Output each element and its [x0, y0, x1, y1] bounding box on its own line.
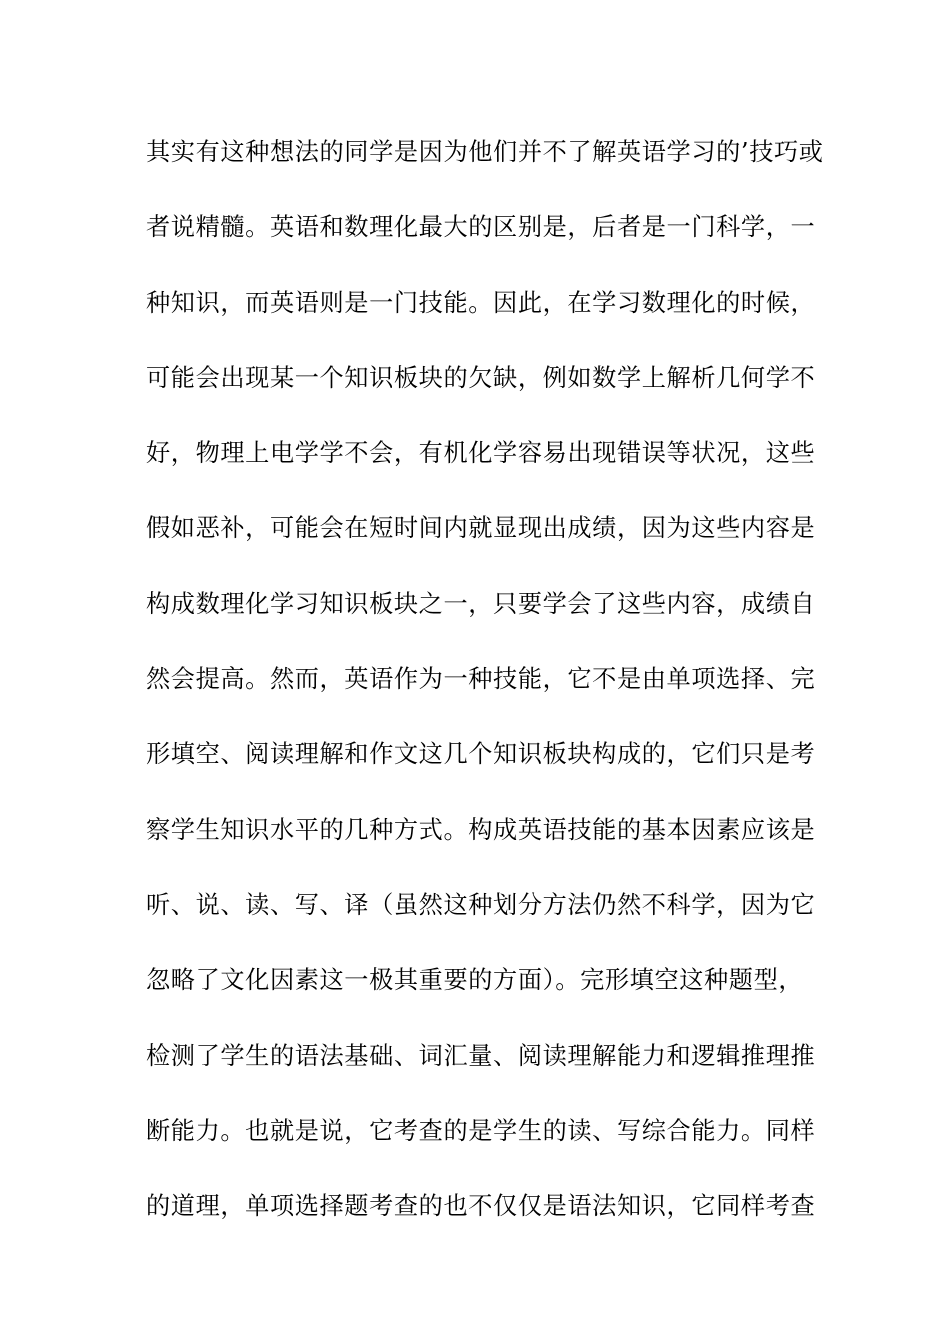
text-line-11: 听、说、读、写、译（虽然这种划分方法仍然不科学，因为它: [146, 890, 816, 919]
text-line-9: 形填空、阅读理解和作文这几个知识板块构成的，它们只是考: [146, 740, 816, 769]
text-line-4: 可能会出现某一个知识板块的欠缺，例如数学上解析几何学不: [146, 363, 816, 392]
text-line-12: 忽略了文化因素这一极其重要的方面）。完形填空这种题型，: [146, 966, 804, 995]
text-line-7: 构成数理化学习知识板块之一，只要学会了这些内容，成绩自: [146, 589, 816, 618]
text-line-6: 假如恶补，可能会在短时间内就显现出成绩，因为这些内容是: [146, 514, 816, 543]
text-line-1: 其实有这种想法的同学是因为他们并不了解英语学习的’技巧或: [146, 138, 824, 166]
text-line-15: 的道理，单项选择题考查的也不仅仅是语法知识，它同样考查: [146, 1192, 816, 1221]
text-line-13: 检测了学生的语法基础、词汇量、阅读理解能力和逻辑推理推: [146, 1041, 816, 1070]
text-line-8: 然会提高。然而，英语作为一种技能，它不是由单项选择、完: [146, 665, 816, 694]
text-line-5: 好，物理上电学学不会，有机化学容易出现错误等状况，这些: [146, 439, 816, 468]
paragraph: [146, 132, 824, 1261]
text-line-2: 者说精髓。英语和数理化最大的区别是，后者是一门科学，一: [146, 213, 816, 242]
text-line-10: 察学生知识水平的几种方式。构成英语技能的基本因素应该是: [146, 815, 816, 844]
text-line-3: 种知识，而英语则是一门技能。因此，在学习数理化的时候，: [146, 288, 816, 317]
text-line-14: 断能力。也就是说，它考查的是学生的读、写综合能力。同样: [146, 1116, 816, 1145]
